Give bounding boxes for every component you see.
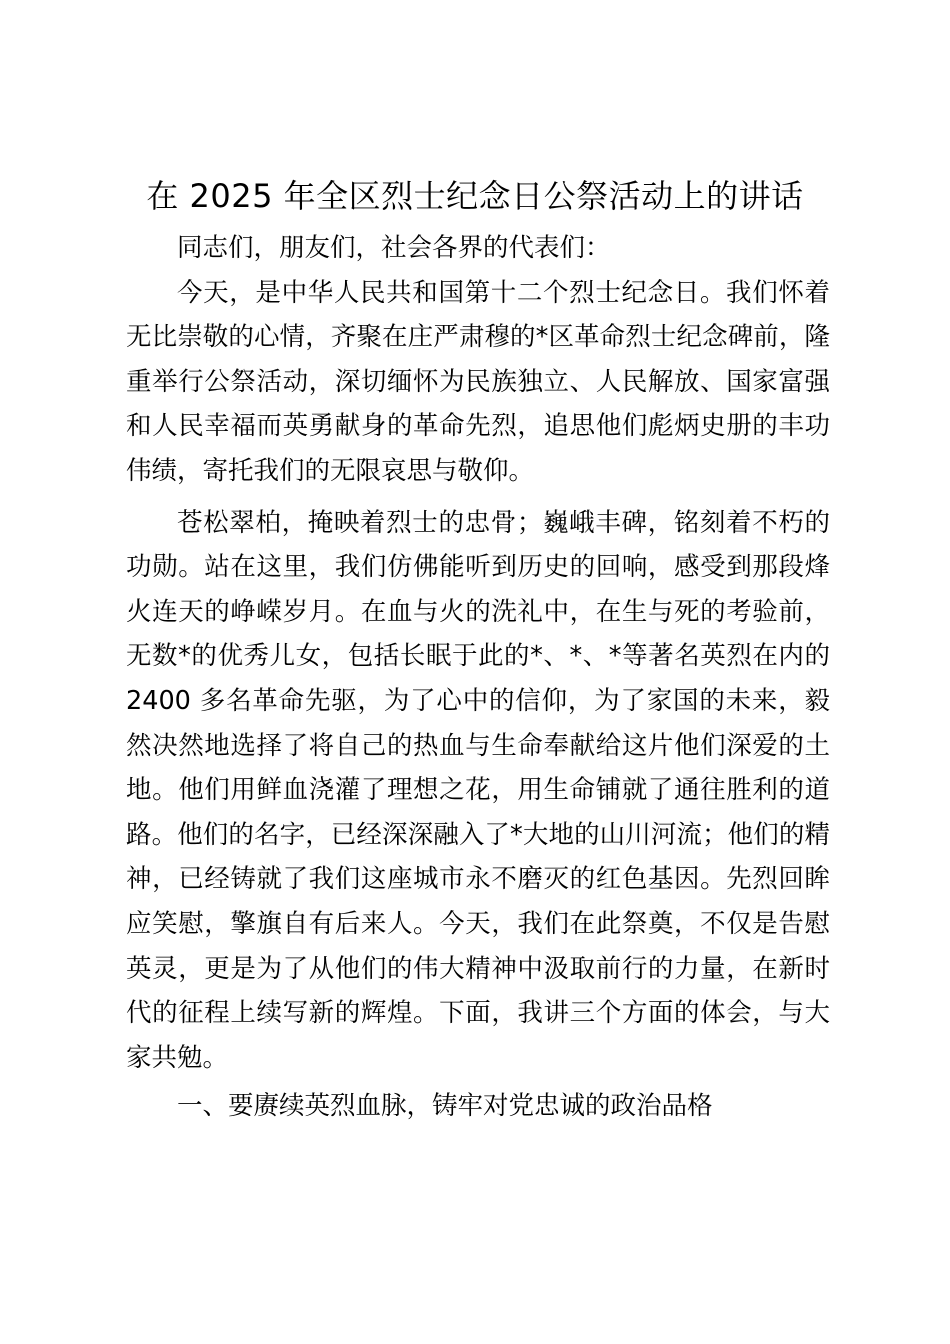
salutation: 同志们，朋友们，社会各界的代表们： xyxy=(177,233,611,263)
section-heading: 一、要赓续英烈血脉，铸牢对党忠诚的政治品格 xyxy=(177,1091,713,1122)
speech-title: 在 2025 年全区烈士纪念日公祭活动上的讲话 xyxy=(146,177,804,215)
paragraph-remembrance: 苍松翠柏，掩映着烈士的忠骨；巍峨丰碑，铭刻着不朽的功勋。站在这里，我们仿佛能听到历史的回响，感受到那段烽火连天的峥嵘岁月。在血与火的洗礼中，在生与死的考验前，无数*的优秀儿女，包括长眠于此的*、*、*等著名英烈在内的 2400 多名革命先驱，为了心中的信仰，为了家国的未来，毅然决然地选择了将自己的热血与生命奉献给这片他们深爱的土地。他们用鲜血浇灌了理想之花，用生命铺就了通往胜利的道路。他们的名字，已经深深融入了*大地的山川河流；他们的精神，已经铸就了我们这座城市永不磨灭的红色基因。先烈回眸应笑慰，擎旗自有后来人。今天，我们在此祭奠，不仅是告慰英灵，更是为了从他们的伟大精神中汲取前行的力量，在新时代的征程上续写新的辉煌。下面，我讲三个方面的体会，与大家共勉。 xyxy=(126,507,830,1073)
paragraph-opening: 今天，是中华人民共和国第十二个烈士纪念日。我们怀着无比崇敬的心情，齐聚在庄严肃穆的*区革命烈士纪念碑前，隆重举行公祭活动，深切缅怀为民族独立、人民解放、国家富强和人民幸福而英勇献身的革命先烈，追思他们彪炳史册的丰功伟绩，寄托我们的无限哀思与敬仰。 xyxy=(126,277,830,486)
speech-body xyxy=(126,226,830,1129)
